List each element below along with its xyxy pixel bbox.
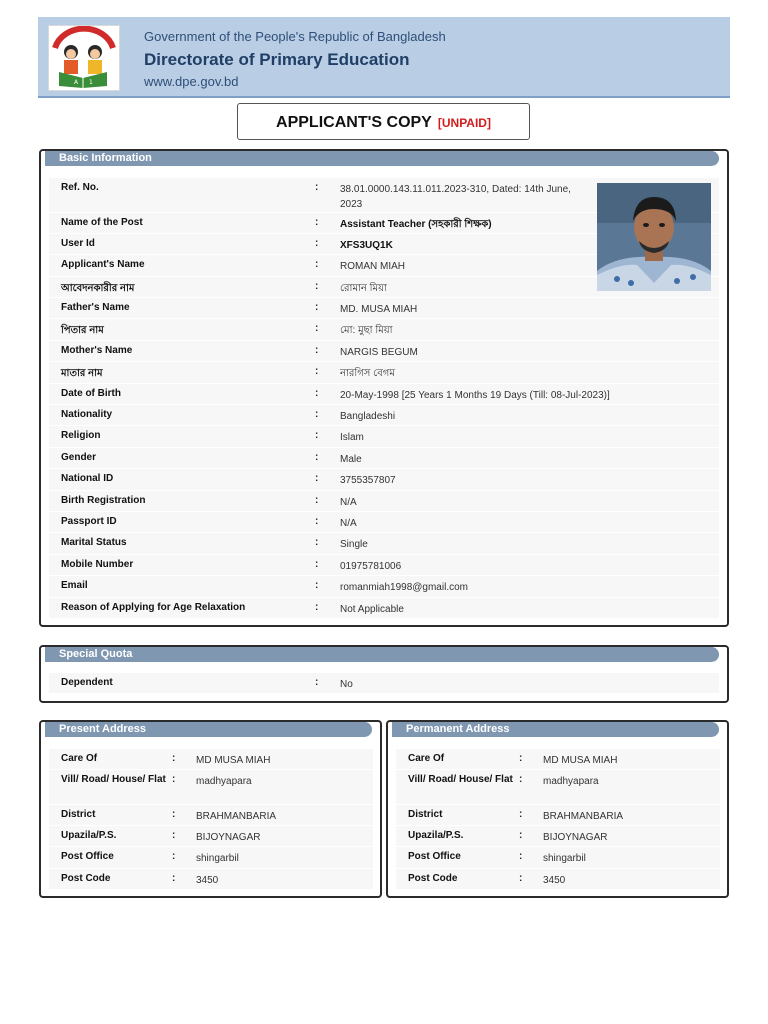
colon-separator: : bbox=[315, 494, 319, 506]
field-value: BIJOYNAGAR bbox=[543, 832, 608, 844]
field-label: Gender bbox=[61, 451, 97, 463]
svg-text:A: A bbox=[74, 79, 79, 86]
colon-separator: : bbox=[315, 323, 319, 335]
field-label: Care Of bbox=[408, 753, 445, 764]
field-value: Single bbox=[340, 539, 368, 551]
field-label: পিতার নাম bbox=[61, 325, 104, 337]
field-value: shingarbil bbox=[196, 853, 239, 865]
colon-separator: : bbox=[519, 774, 523, 785]
field-label: Post Code bbox=[408, 872, 458, 884]
colon-separator: : bbox=[315, 677, 319, 688]
table-row bbox=[49, 384, 719, 405]
field-label: আবেদনকারীর নাম bbox=[61, 282, 135, 294]
colon-separator: : bbox=[315, 182, 319, 193]
colon-separator: : bbox=[315, 580, 319, 592]
field-value: 38.01.0000.143.11.011.2023-310, Dated: 14th June, 2023 bbox=[340, 184, 571, 210]
colon-separator: : bbox=[172, 872, 176, 884]
table-row bbox=[49, 298, 719, 319]
field-value: রোমান মিয়া bbox=[340, 282, 387, 294]
field-value: MD. MUSA MIAH bbox=[340, 304, 418, 316]
colon-separator: : bbox=[315, 237, 319, 249]
page-header bbox=[38, 17, 730, 98]
field-value: NARGIS BEGUM bbox=[340, 346, 418, 358]
field-label: Birth Registration bbox=[61, 494, 146, 506]
permanent-address-panel bbox=[386, 720, 729, 898]
table-row bbox=[49, 512, 719, 533]
field-label: District bbox=[61, 809, 96, 820]
field-label: Nationality bbox=[61, 409, 113, 421]
field-label: Upazila/P.S. bbox=[61, 830, 117, 842]
field-label: Post Code bbox=[61, 872, 111, 884]
field-label: Care Of bbox=[61, 753, 98, 764]
field-label: National ID bbox=[61, 473, 114, 485]
field-value: 3450 bbox=[543, 874, 566, 886]
table-row bbox=[49, 805, 373, 826]
field-label: Ref. No. bbox=[61, 182, 99, 193]
table-row bbox=[49, 869, 373, 890]
section-heading: Basic Information bbox=[45, 151, 719, 166]
table-row bbox=[49, 673, 719, 694]
colon-separator: : bbox=[519, 872, 523, 884]
colon-separator: : bbox=[519, 851, 523, 863]
field-label: Passport ID bbox=[61, 515, 117, 527]
permanent-address-table bbox=[396, 749, 720, 890]
section-heading: Permanent Address bbox=[392, 722, 719, 737]
present-address-panel bbox=[39, 720, 382, 898]
field-value: ROMAN MIAH bbox=[340, 261, 405, 273]
colon-separator: : bbox=[315, 216, 319, 228]
table-row bbox=[49, 826, 373, 847]
table-row bbox=[396, 847, 720, 868]
field-label: মাতার নাম bbox=[61, 368, 103, 380]
colon-separator: : bbox=[315, 409, 319, 421]
field-label: Mother's Name bbox=[61, 344, 133, 356]
payment-status-badge: [UNPAID] bbox=[437, 116, 491, 130]
field-label: Email bbox=[61, 580, 88, 592]
special-quota-panel bbox=[39, 645, 729, 703]
table-row bbox=[49, 749, 373, 770]
field-value: romanmiah1998@gmail.com bbox=[340, 582, 468, 594]
field-label: User Id bbox=[61, 237, 95, 249]
field-value: নারগিস বেগম bbox=[340, 368, 395, 380]
dpe-logo bbox=[48, 25, 120, 91]
section-heading: Present Address bbox=[45, 722, 372, 737]
table-row bbox=[49, 533, 719, 554]
colon-separator: : bbox=[172, 830, 176, 842]
table-row bbox=[396, 749, 720, 770]
field-label: Applicant's Name bbox=[61, 259, 145, 271]
field-value: No bbox=[340, 679, 353, 690]
table-row bbox=[49, 405, 719, 426]
field-value: shingarbil bbox=[543, 853, 586, 865]
field-label: Mobile Number bbox=[61, 558, 134, 570]
colon-separator: : bbox=[315, 366, 319, 378]
table-row bbox=[396, 805, 720, 826]
table-row bbox=[49, 847, 373, 868]
field-label: Father's Name bbox=[61, 302, 130, 314]
special-quota-table bbox=[49, 673, 719, 694]
table-row bbox=[49, 770, 373, 805]
table-row bbox=[49, 426, 719, 447]
field-value: মো: মুছা মিয়া bbox=[340, 325, 393, 337]
field-value: BIJOYNAGAR bbox=[196, 832, 261, 844]
colon-separator: : bbox=[315, 537, 319, 549]
present-address-table bbox=[49, 749, 373, 890]
table-row bbox=[49, 555, 719, 576]
basic-information-panel bbox=[39, 149, 729, 627]
field-label: Date of Birth bbox=[61, 387, 121, 399]
field-value: Islam bbox=[340, 432, 364, 444]
field-value: Male bbox=[340, 453, 362, 465]
field-value: BRAHMANBARIA bbox=[196, 811, 277, 822]
applicant-copy-banner bbox=[237, 103, 530, 140]
field-value: madhyapara bbox=[196, 776, 252, 787]
colon-separator: : bbox=[172, 753, 176, 764]
field-label: Reason of Applying for Age Relaxation bbox=[61, 601, 246, 613]
table-row bbox=[49, 576, 719, 597]
field-label: Vill/ Road/ House/ Flat bbox=[61, 774, 166, 785]
colon-separator: : bbox=[315, 344, 319, 356]
colon-separator: : bbox=[315, 302, 319, 314]
colon-separator: : bbox=[315, 280, 319, 292]
field-value: N/A bbox=[340, 517, 357, 529]
table-row bbox=[396, 826, 720, 847]
colon-separator: : bbox=[519, 753, 523, 764]
field-label: Vill/ Road/ House/ Flat bbox=[408, 774, 513, 785]
field-value: 3755357807 bbox=[340, 475, 396, 487]
field-value: N/A bbox=[340, 496, 357, 508]
field-label: Post Office bbox=[408, 851, 461, 863]
field-label: Post Office bbox=[61, 851, 114, 863]
field-label: Dependent bbox=[61, 677, 113, 688]
field-value: Bangladeshi bbox=[340, 411, 396, 423]
copy-title: APPLICANT'S COPY bbox=[276, 114, 432, 131]
table-row bbox=[49, 341, 719, 362]
colon-separator: : bbox=[172, 774, 176, 785]
field-value: 01975781006 bbox=[340, 560, 402, 572]
field-value: XFS3UQ1K bbox=[340, 239, 393, 251]
table-row bbox=[49, 598, 719, 619]
colon-separator: : bbox=[315, 430, 319, 442]
colon-separator: : bbox=[315, 515, 319, 527]
directorate-title: Directorate of Primary Education bbox=[144, 50, 410, 69]
field-value: madhyapara bbox=[543, 776, 599, 787]
field-value: MD MUSA MIAH bbox=[196, 755, 271, 766]
field-value: Not Applicable bbox=[340, 603, 404, 615]
colon-separator: : bbox=[519, 830, 523, 842]
colon-separator: : bbox=[519, 809, 523, 820]
website-link[interactable]: www.dpe.gov.bd bbox=[144, 74, 239, 89]
colon-separator: : bbox=[315, 259, 319, 271]
colon-separator: : bbox=[315, 387, 319, 399]
field-label: Religion bbox=[61, 430, 101, 442]
field-value: Assistant Teacher (সহকারী শিক্ষক) bbox=[340, 218, 492, 230]
field-label: Marital Status bbox=[61, 537, 127, 549]
colon-separator: : bbox=[315, 473, 319, 485]
field-label: District bbox=[408, 809, 443, 820]
applicant-photo bbox=[597, 183, 711, 291]
table-row bbox=[49, 362, 719, 383]
field-value: 20-May-1998 [25 Years 1 Months 19 Days (Till: 08-Jul-2023)] bbox=[340, 389, 610, 401]
colon-separator: : bbox=[315, 451, 319, 463]
table-row bbox=[396, 770, 720, 805]
table-row bbox=[49, 469, 719, 490]
table-row bbox=[396, 869, 720, 890]
field-value: MD MUSA MIAH bbox=[543, 755, 618, 766]
colon-separator: : bbox=[315, 601, 319, 613]
section-heading: Special Quota bbox=[45, 647, 719, 662]
field-label: Upazila/P.S. bbox=[408, 830, 464, 842]
svg-text:1: 1 bbox=[89, 79, 93, 86]
field-label: Name of the Post bbox=[61, 216, 143, 228]
colon-separator: : bbox=[172, 809, 176, 820]
table-row bbox=[49, 448, 719, 469]
table-row bbox=[49, 319, 719, 340]
table-row bbox=[49, 491, 719, 512]
colon-separator: : bbox=[172, 851, 176, 863]
field-value: BRAHMANBARIA bbox=[543, 811, 624, 822]
colon-separator: : bbox=[315, 558, 319, 570]
government-line: Government of the People's Republic of Bangladesh bbox=[144, 29, 446, 44]
field-value: 3450 bbox=[196, 874, 219, 886]
